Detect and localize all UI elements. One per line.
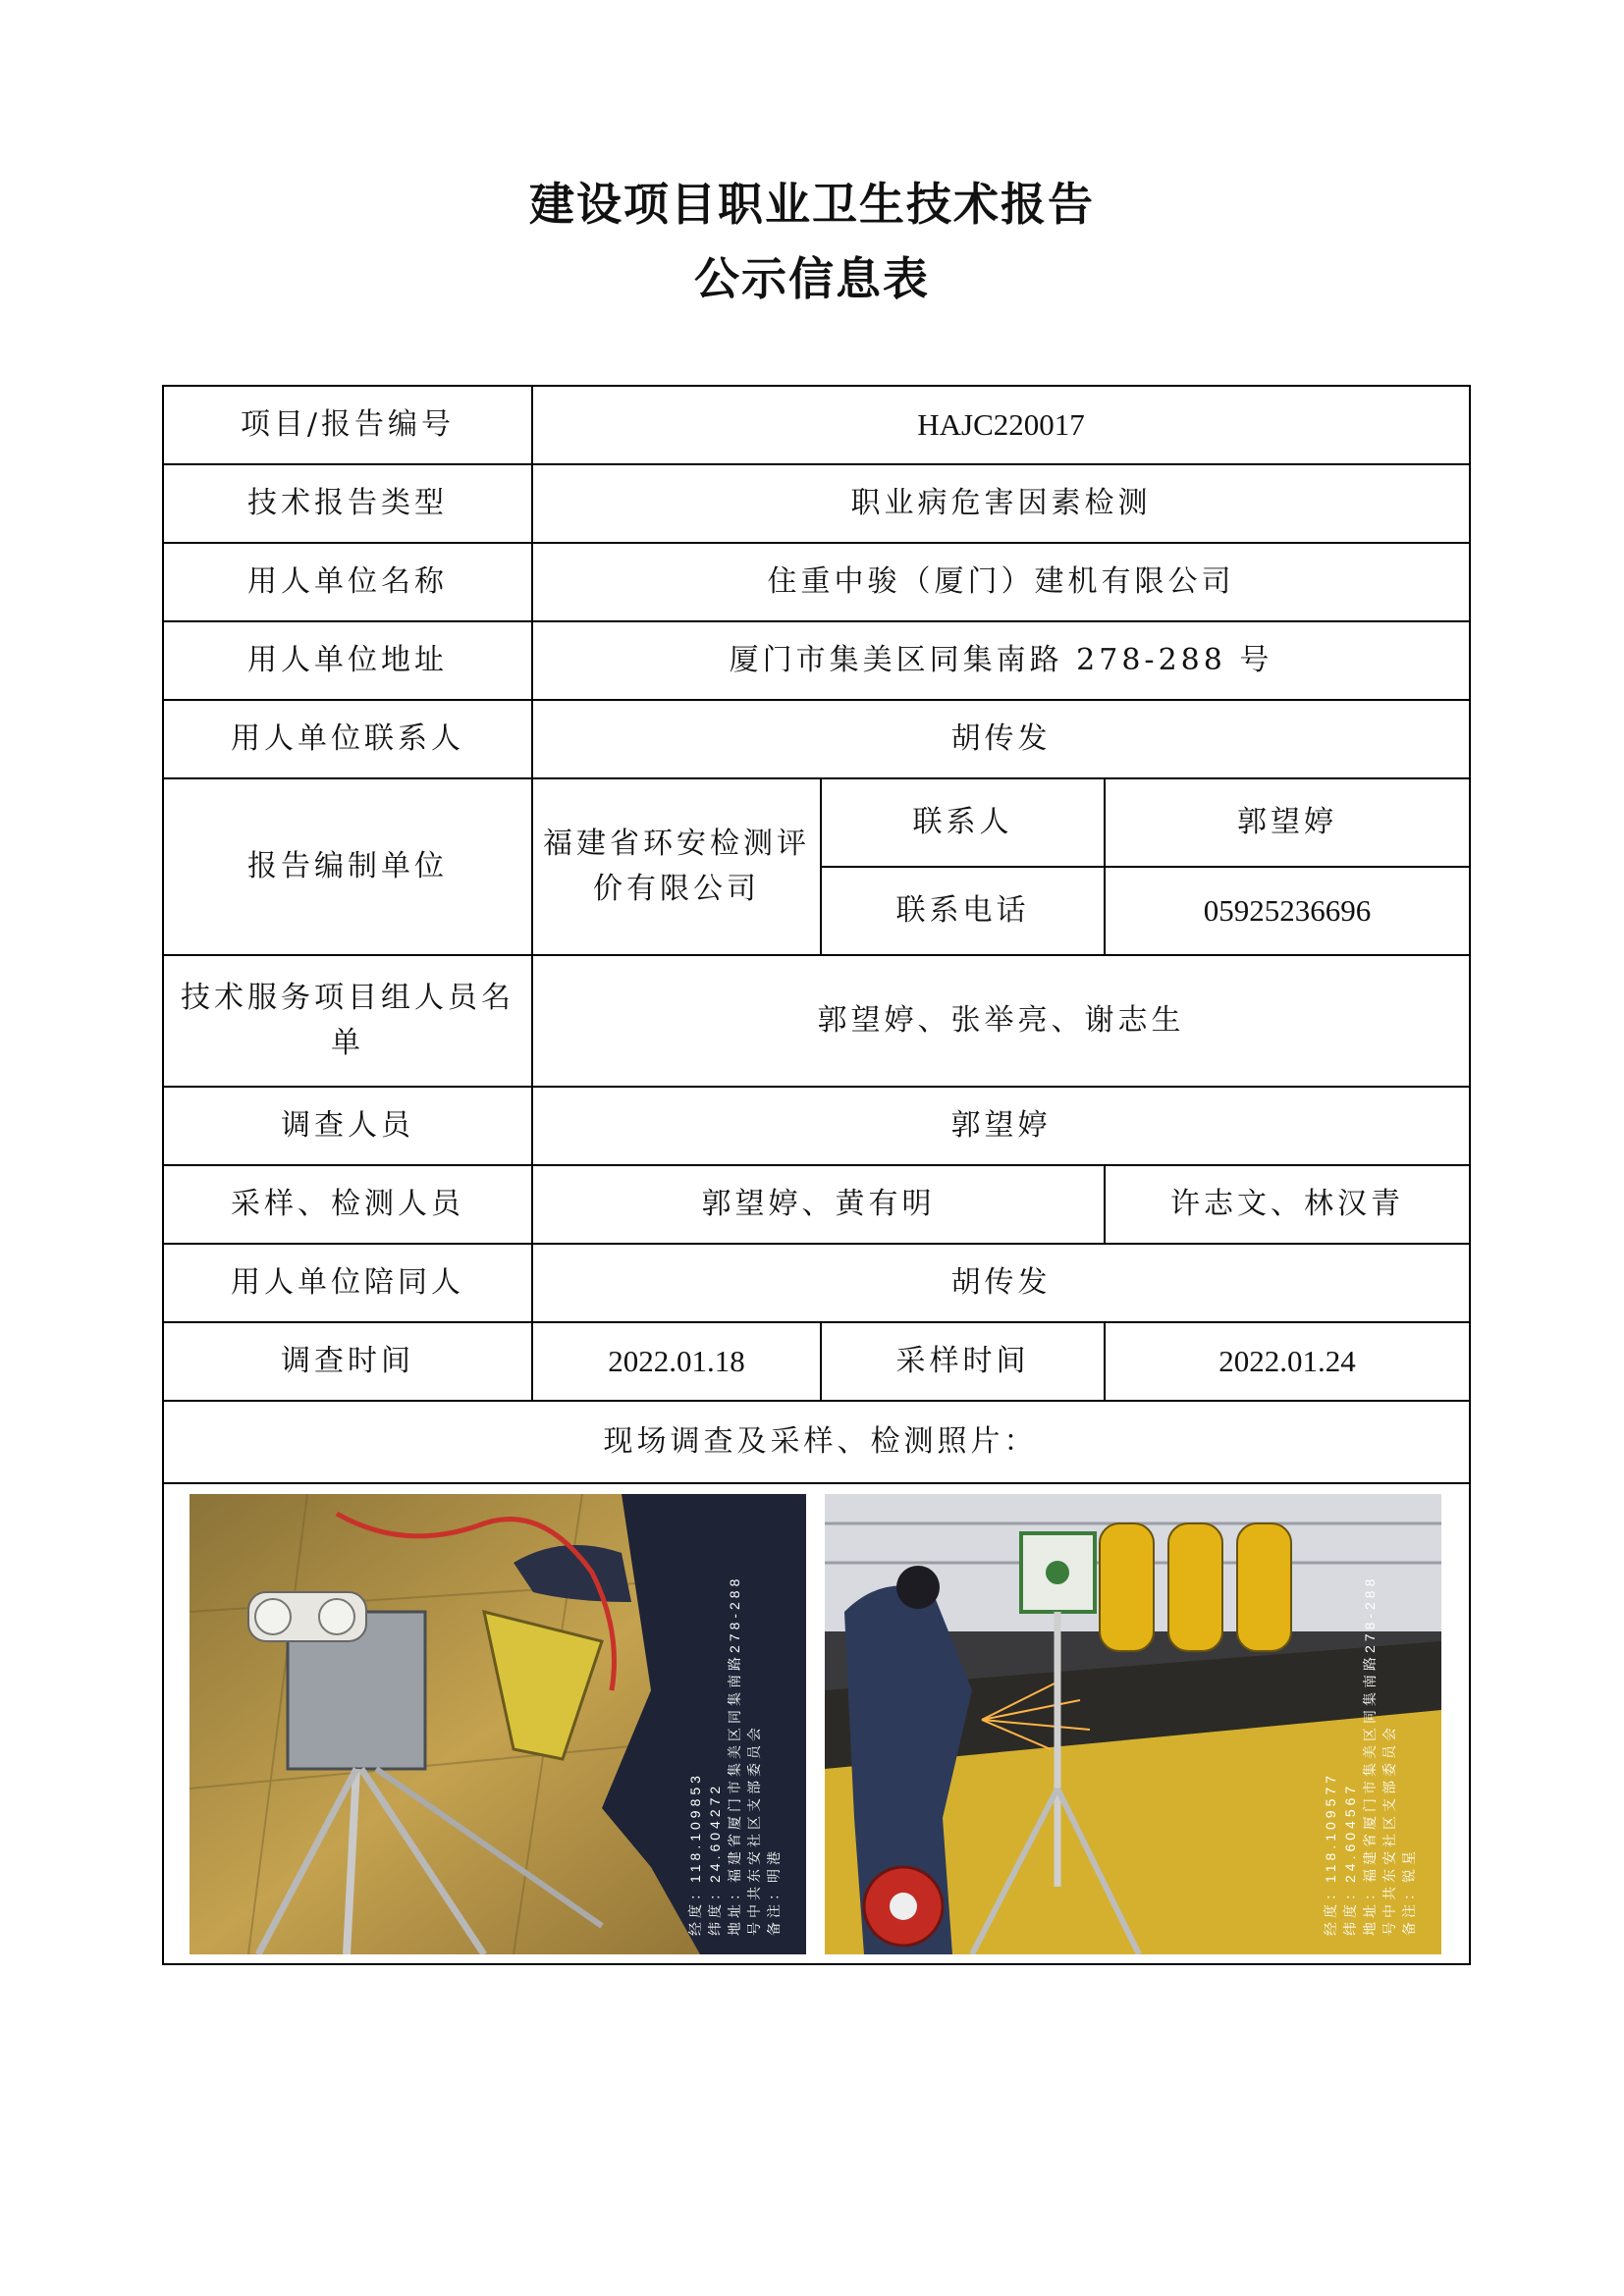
employer-name-value: 住重中骏（厦门）建机有限公司 [532,543,1470,621]
row-photos-label [163,1401,1470,1483]
report-type-value: 职业病危害因素检测 [532,464,1470,543]
site-photo-2 [825,1494,1441,1954]
document-title: 建设项目职业卫生技术报告 [529,178,1095,231]
photo1-caption-5: 备注：明港 [765,1846,782,1936]
row-employer-name [163,543,1470,621]
row-investigator [163,1087,1470,1165]
photo1-caption-1: 经度：118.109853 [686,1771,703,1936]
row-escort [163,1244,1470,1322]
row-employer-contact [163,700,1470,778]
sampling-date-label: 采样时间 [821,1322,1105,1401]
photo2-caption-4: 号中共东安社区支部委员会 [1381,1723,1398,1936]
sampling-label: 采样、检测人员 [163,1165,532,1244]
report-type-label: 技术报告类型 [163,464,532,543]
employer-address-label: 用人单位地址 [163,621,532,700]
team-label: 技术服务项目组人员名单 [163,955,532,1087]
survey-date-value: 2022.01.18 [532,1322,821,1401]
photos-label: 现场调查及采样、检测照片： [163,1401,1470,1483]
row-dates [163,1322,1470,1401]
employer-address-value: 厦门市集美区同集南路 278-288 号 [532,621,1470,700]
compiler-label: 报告编制单位 [163,778,532,955]
site-photo-2-image [825,1494,1441,1954]
investigator-value: 郭望婷 [532,1087,1470,1165]
escort-value: 胡传发 [532,1244,1470,1322]
row-team [163,955,1470,1087]
row-compiler-contact [163,778,1470,867]
compiler-org: 福建省环安检测评价有限公司 [532,778,821,955]
photo2-caption-3: 地址：福建省厦门市集美区同集南路278-288 [1362,1575,1379,1936]
row-report-no [163,386,1470,464]
photo2-caption-1: 经度：118.109577 [1323,1771,1339,1936]
employer-contact-value: 胡传发 [532,700,1470,778]
row-photos [163,1483,1470,1964]
site-photo-1-image [189,1494,806,1954]
investigator-label: 调查人员 [163,1087,532,1165]
escort-label: 用人单位陪同人 [163,1244,532,1322]
photo1-caption-4: 号中共东安社区支部委员会 [745,1723,762,1936]
sampling-value-1: 郭望婷、黄有明 [532,1165,1105,1244]
photo1-caption-2: 纬度：24.604272 [706,1782,723,1936]
document-subtitle: 公示信息表 [694,252,930,305]
employer-contact-label: 用人单位联系人 [163,700,532,778]
photo2-caption-2: 纬度：24.604567 [1342,1782,1359,1936]
info-table [162,385,1471,1965]
compiler-contact-label: 联系人 [821,778,1105,867]
sampling-date-value: 2022.01.24 [1105,1322,1470,1401]
photo1-caption-3: 地址：福建省厦门市集美区同集南路278-288 [726,1575,742,1936]
employer-name-label: 用人单位名称 [163,543,532,621]
compiler-phone-label: 联系电话 [821,867,1105,955]
report-no-label: 项目/报告编号 [163,386,532,464]
row-report-type [163,464,1470,543]
row-employer-address [163,621,1470,700]
row-sampling [163,1165,1470,1244]
compiler-contact-value: 郭望婷 [1105,778,1470,867]
survey-date-label: 调查时间 [163,1322,532,1401]
site-photo-1 [189,1494,806,1954]
report-no-value: HAJC220017 [532,386,1470,464]
compiler-phone-value: 05925236696 [1105,867,1470,955]
sampling-value-2: 许志文、林汉青 [1105,1165,1470,1244]
photo2-caption-5: 备注：锐星 [1401,1846,1418,1936]
team-value: 郭望婷、张举亮、谢志生 [532,955,1470,1087]
